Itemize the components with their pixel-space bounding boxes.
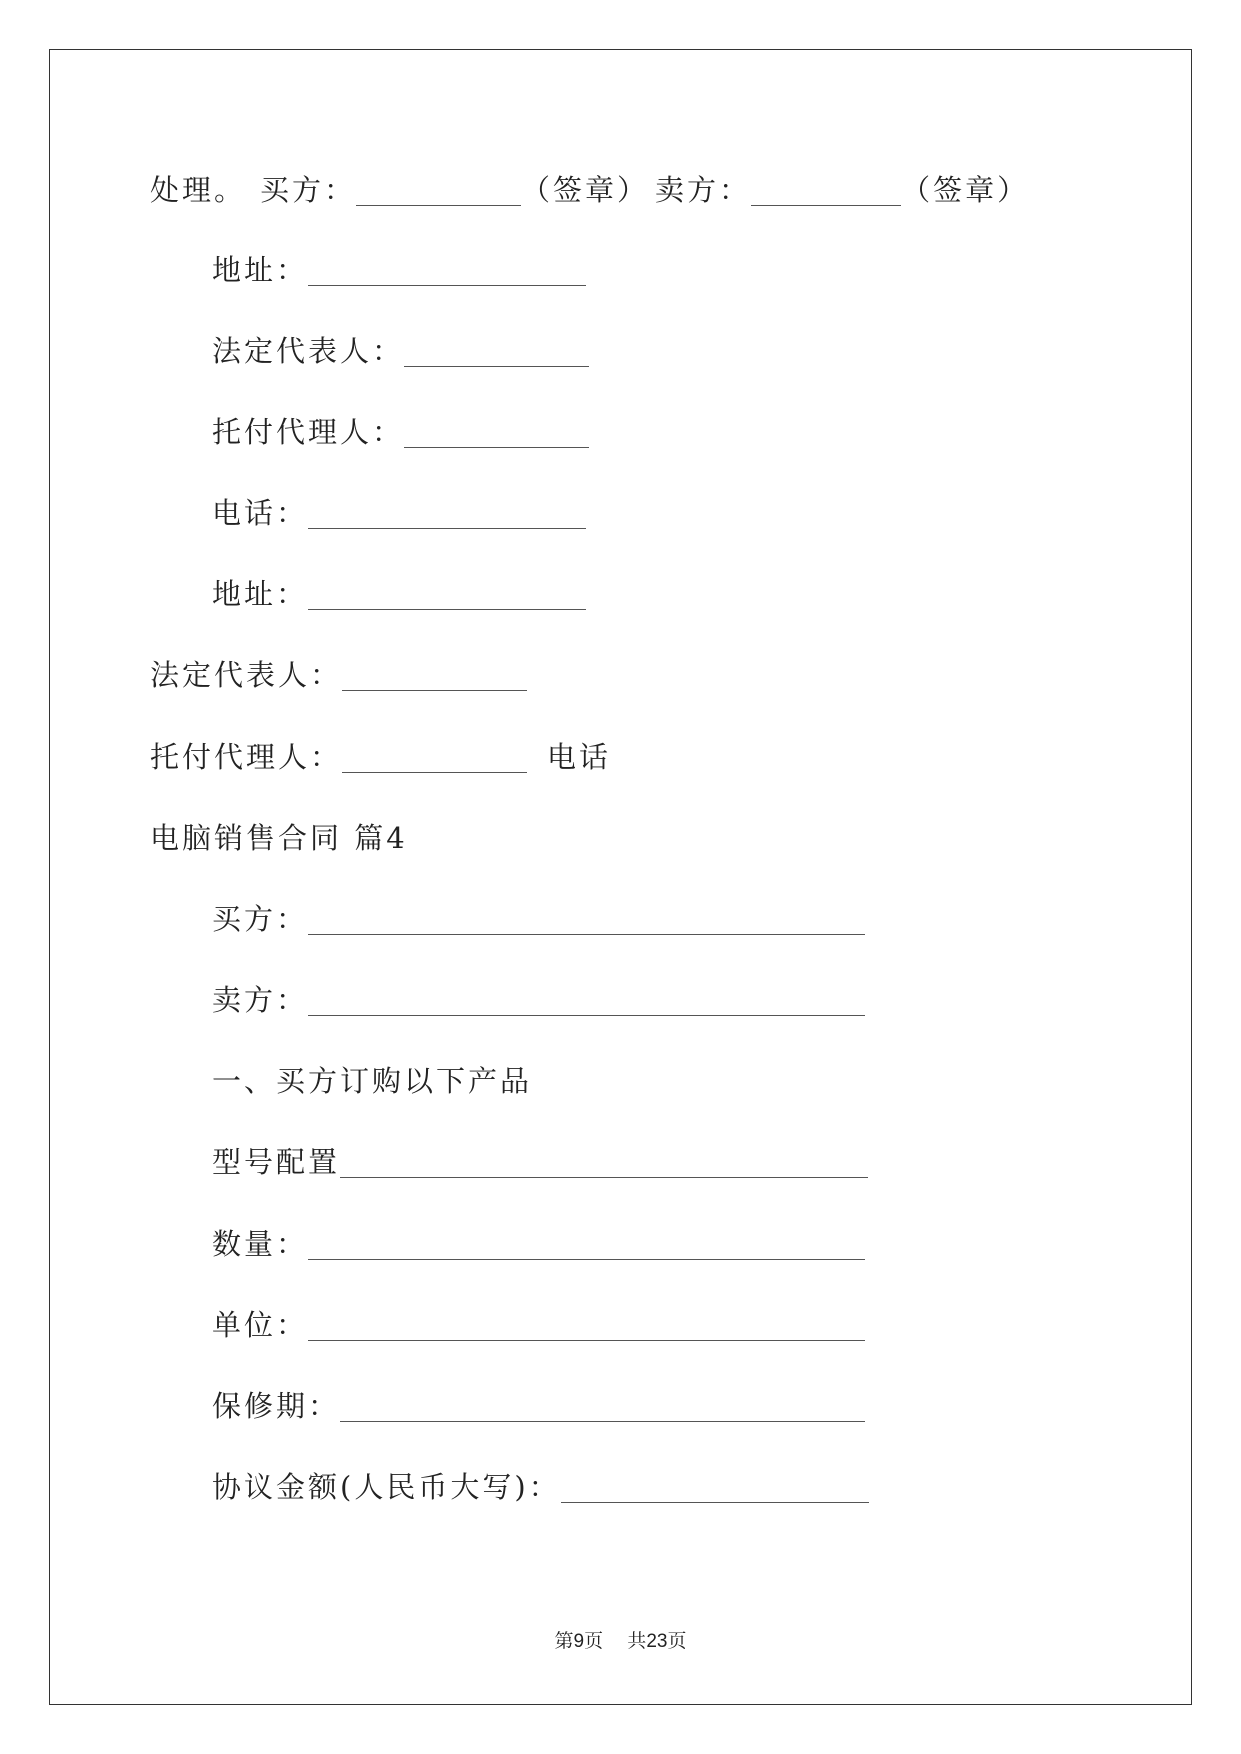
- legal-rep-field[interactable]: [404, 346, 589, 367]
- order-heading-text: 一、买方订购以下产品: [212, 1064, 533, 1098]
- agent-line-2: [150, 737, 611, 777]
- signature-line: [150, 170, 1029, 210]
- amount-field[interactable]: [561, 1482, 869, 1503]
- address-label-2: 地址：: [212, 577, 309, 611]
- model-config-line: [212, 1142, 868, 1182]
- agent-line: [212, 412, 589, 452]
- warranty-line: [212, 1386, 865, 1426]
- model-config-field[interactable]: [340, 1157, 868, 1178]
- text-handle: 处理。: [150, 173, 247, 207]
- phone-label: 电话：: [212, 496, 309, 530]
- seller-label: 卖方：: [655, 173, 752, 207]
- section-title: [150, 818, 408, 858]
- address-field[interactable]: [308, 265, 586, 286]
- buyer-line: [212, 899, 865, 939]
- agent-field-2[interactable]: [342, 752, 527, 773]
- buyer-field[interactable]: [308, 914, 865, 935]
- address-line: [212, 250, 586, 290]
- unit-label: 单位：: [212, 1308, 309, 1342]
- page-mid: 页: [584, 1630, 604, 1652]
- seller-signature-field[interactable]: [751, 185, 901, 206]
- seller-line: [212, 980, 865, 1020]
- buyer-label-2: 买方：: [212, 902, 309, 936]
- page-footer: [0, 1626, 1241, 1653]
- warranty-field[interactable]: [340, 1401, 865, 1422]
- total-prefix: 共: [627, 1630, 647, 1652]
- phone-suffix: 电话: [547, 740, 612, 774]
- unit-line: [212, 1305, 865, 1345]
- page-number: 9: [573, 1631, 585, 1652]
- address-field-2[interactable]: [308, 589, 586, 610]
- legal-rep-field-2[interactable]: [342, 670, 527, 691]
- seller-label-2: 卖方：: [212, 983, 309, 1017]
- agent-label-2: 托付代理人：: [150, 740, 343, 774]
- page-frame: [49, 49, 1192, 1705]
- agent-label: 托付代理人：: [212, 415, 405, 449]
- amount-line: [212, 1467, 869, 1507]
- buyer-seal: （签章）: [521, 173, 650, 207]
- amount-label: 协议金额(人民币大写)：: [212, 1470, 561, 1504]
- warranty-label: 保修期：: [212, 1389, 341, 1423]
- order-heading: [212, 1061, 532, 1101]
- legal-rep-line-2: [150, 655, 527, 695]
- legal-rep-label-2: 法定代表人：: [150, 658, 343, 692]
- phone-field[interactable]: [308, 508, 586, 529]
- seller-field[interactable]: [308, 995, 865, 1016]
- seller-seal: （签章）: [901, 173, 1030, 207]
- buyer-signature-field[interactable]: [356, 185, 521, 206]
- total-suffix: 页: [667, 1630, 687, 1652]
- section-title-text: 电脑销售合同 篇4: [150, 821, 408, 855]
- quantity-field[interactable]: [308, 1239, 865, 1260]
- address-line-2: [212, 574, 586, 614]
- agent-field[interactable]: [404, 427, 589, 448]
- phone-line: [212, 493, 586, 533]
- legal-rep-line: [212, 331, 589, 371]
- total-pages: 23: [646, 1631, 668, 1652]
- address-label: 地址：: [212, 253, 309, 287]
- quantity-line: [212, 1224, 865, 1264]
- buyer-label: 买方：: [260, 173, 357, 207]
- quantity-label: 数量：: [212, 1227, 309, 1261]
- model-config-label: 型号配置: [212, 1145, 341, 1179]
- legal-rep-label: 法定代表人：: [212, 334, 405, 368]
- unit-field[interactable]: [308, 1320, 865, 1341]
- page-prefix: 第: [554, 1630, 574, 1652]
